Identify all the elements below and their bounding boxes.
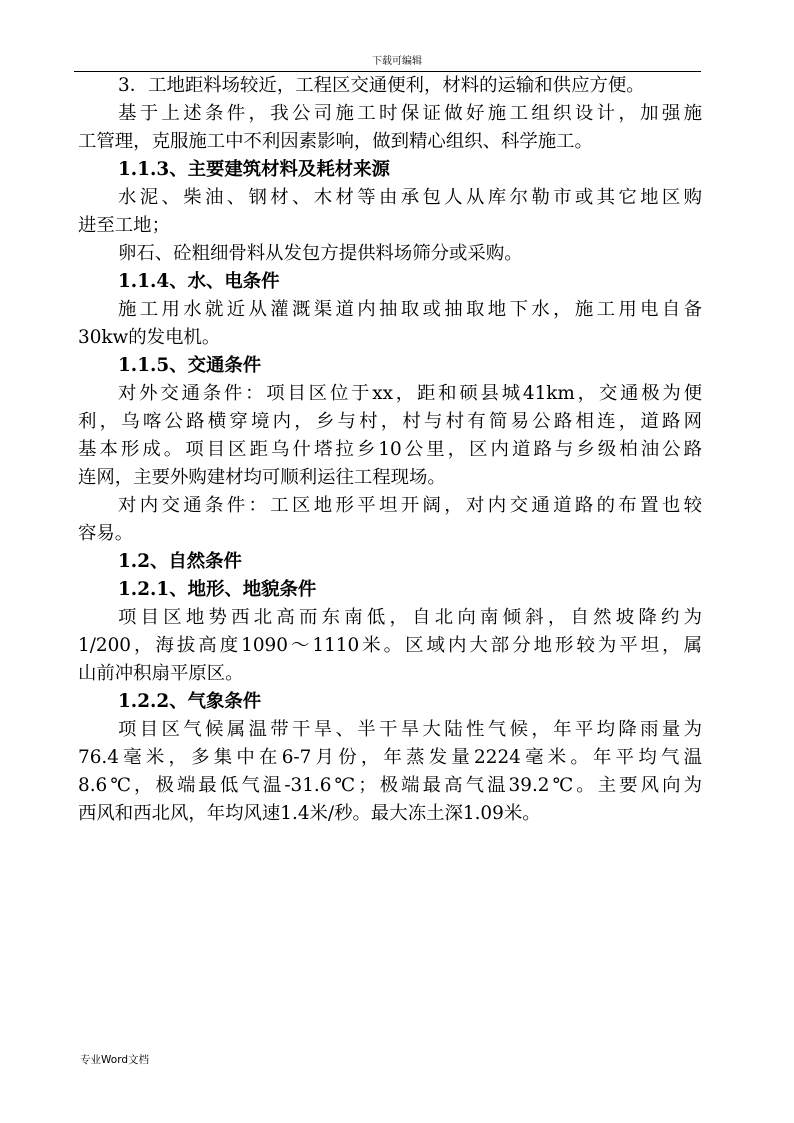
paragraph-line: 1/200，海拔高度1090～1110米。区域内大部分地形较为平坦，属 <box>78 635 702 656</box>
section-heading-1-1-3: 1.1.3、主要建筑材料及耗材来源 <box>118 159 390 180</box>
paragraph-line: 施工用水就近从灌溉渠道内抽取或抽取地下水，施工用电自备 <box>118 299 702 320</box>
paragraph-line: 8.6℃，极端最低气温-31.6℃；极端最高气温39.2℃。主要风向为 <box>78 775 702 796</box>
section-heading-1-2-2: 1.2.2、气象条件 <box>118 691 262 712</box>
paragraph-line: 西风和西北风，年均风速1.4米/秒。最大冻土深1.09米。 <box>78 803 541 824</box>
section-heading-1-2-1: 1.2.1、地形、地貌条件 <box>118 579 317 600</box>
paragraph-line: 基本形成。项目区距乌什塔拉乡10公里，区内道路与乡级柏油公路 <box>78 439 702 460</box>
paragraph-line: 项目区气候属温带干旱、半干旱大陆性气候，年平均降雨量为 <box>118 719 702 740</box>
paragraph-line: 山前冲积扇平原区。 <box>78 663 244 684</box>
section-heading-1-2: 1.2、自然条件 <box>118 551 242 572</box>
paragraph-line: 基于上述条件，我公司施工时保证做好施工组织设计，加强施 <box>118 103 702 124</box>
paragraph-line: 进至工地； <box>78 215 170 236</box>
paragraph-line: 容易。 <box>78 523 134 544</box>
section-heading-1-1-5: 1.1.5、交通条件 <box>118 355 262 376</box>
paragraph-line: 利，乌喀公路横穿境内，乡与村，村与村有简易公路相连，道路网 <box>78 411 702 432</box>
paragraph-line: 卵石、砼粗细骨料从发包方提供料场筛分或采购。 <box>118 243 523 264</box>
paragraph-line: 连网，主要外购建材均可顺利运往工程现场。 <box>78 467 446 488</box>
section-heading-1-1-4: 1.1.4、水、电条件 <box>118 271 280 292</box>
paragraph-line: 工管理，克服施工中不利因素影响，做到精心组织、科学施工。 <box>78 131 593 152</box>
page-header: 下载可编辑 <box>372 56 422 67</box>
paragraph-line: 对内交通条件：工区地形平坦开阔，对内交通道路的布置也较 <box>118 495 702 516</box>
paragraph-line: 3．工地距料场较近，工程区交通便利，材料的运输和供应方便。 <box>118 75 645 96</box>
paragraph-line: 30kw的发电机。 <box>78 327 221 348</box>
paragraph-line: 水泥、柴油、钢材、木材等由承包人从库尔勒市或其它地区购 <box>118 187 702 208</box>
paragraph-line: 76.4毫米，多集中在6-7月份，年蒸发量2224毫米。年平均气温 <box>78 747 702 768</box>
paragraph-line: 对外交通条件：项目区位于xx，距和硕县城41km，交通极为便 <box>118 383 702 404</box>
document-body <box>78 72 702 828</box>
paragraph-line: 项目区地势西北高而东南低，自北向南倾斜，自然坡降约为 <box>118 607 702 628</box>
page-footer: 专业Word文档 <box>80 1054 149 1066</box>
